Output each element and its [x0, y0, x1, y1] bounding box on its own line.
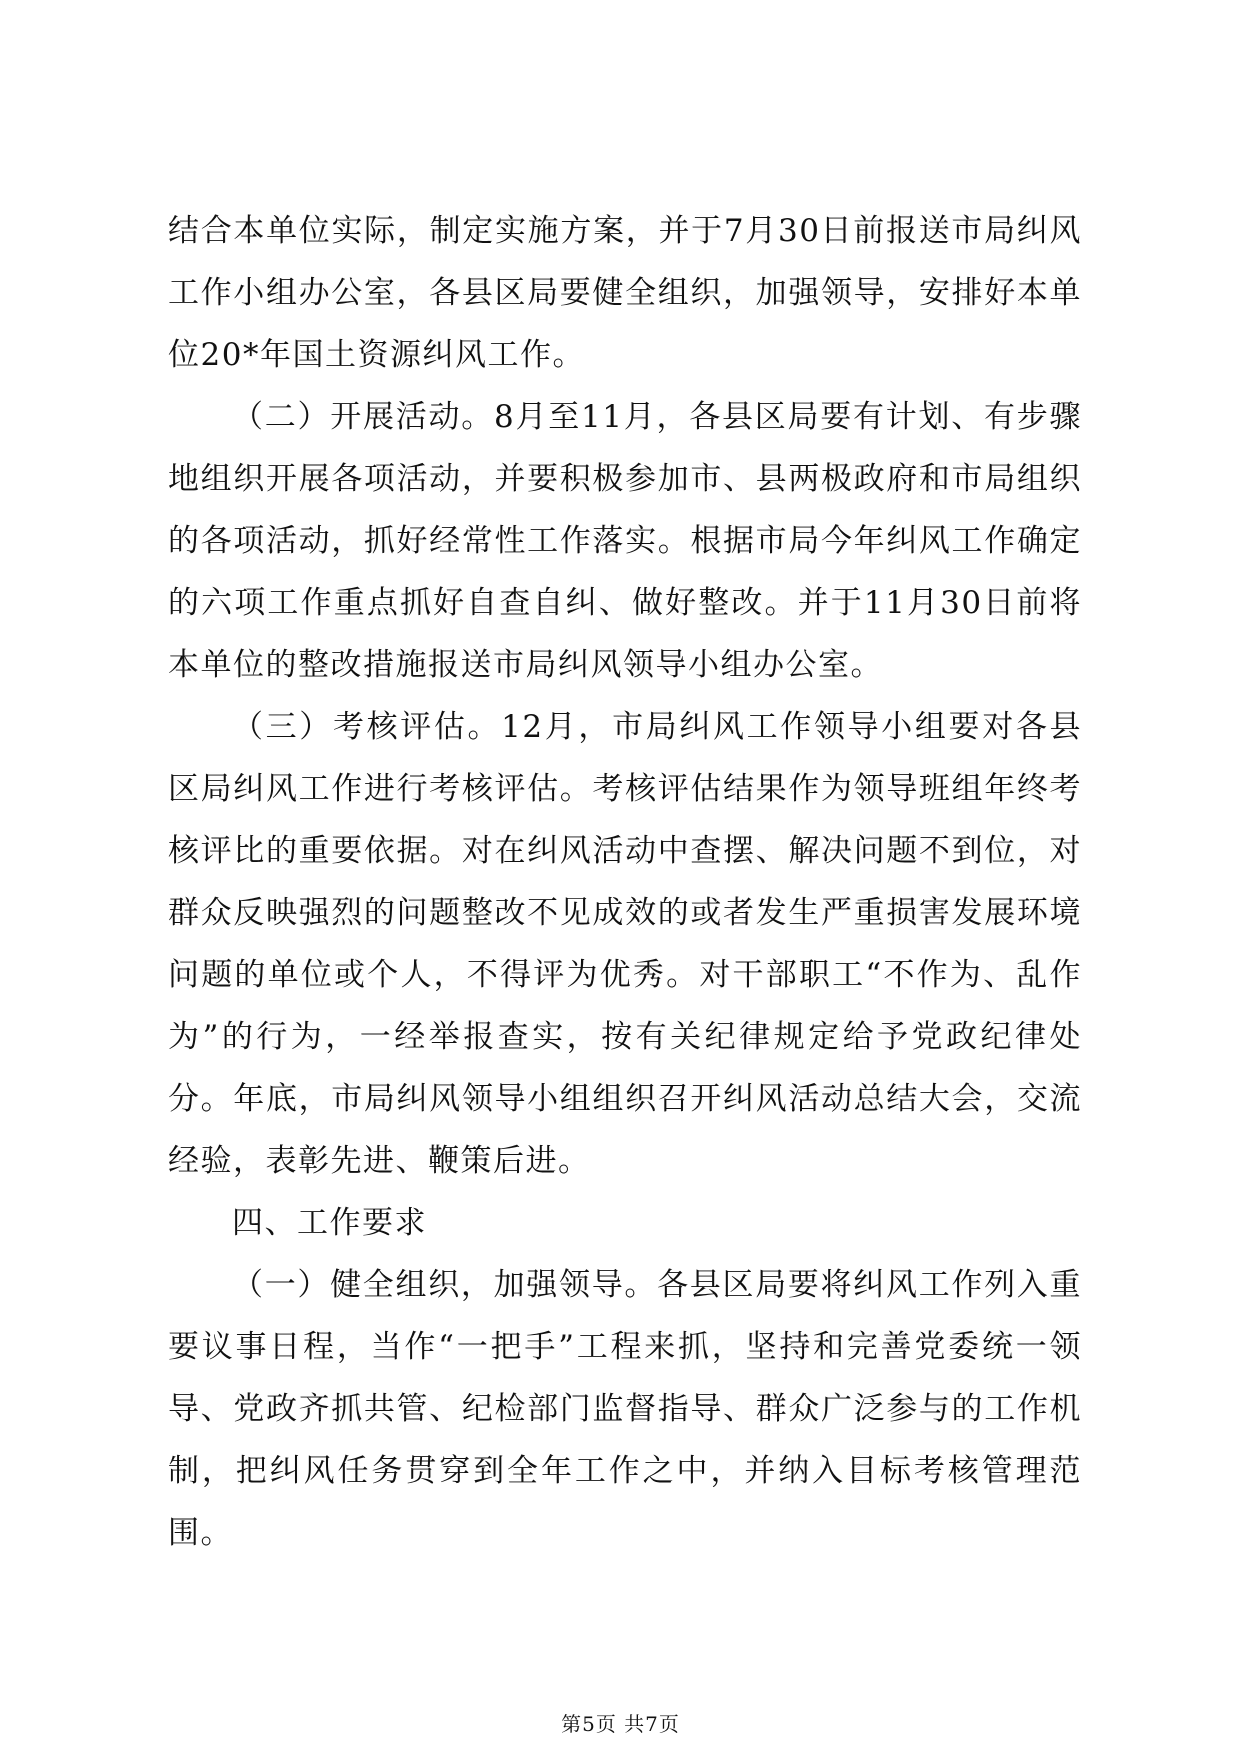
paragraph-section-2: （二）开展活动。8月至11月，各县区局要有计划、有步骤地组织开展各项活动，并要积极参加市、县两极政府和市局组织的各项活动，抓好经常性工作落实。根据市局今年纠风工作确定的六项工作重点抓好自查自纠、做好整改。并于11月30日前将本单位的整改措施报送市局纠风领导小组办公室。 [168, 399, 1082, 683]
section-heading: 四、工作要求 [232, 1205, 427, 1241]
page-number-footer: 第5页 共7页 [561, 1712, 680, 1736]
paragraph-requirement-1: （一）健全组织，加强领导。各县区局要将纠风工作列入重要议事日程，当作“一把手”工程来抓，坚持和完善党委统一领导、党政齐抓共管、纪检部门监督指导、群众广泛参与的工作机制，把纠风任务贯穿到全年工作之中，并纳入目标考核管理范围。 [168, 1267, 1082, 1551]
document-body [168, 200, 1082, 1564]
paragraph-continuation: 结合本单位实际，制定实施方案，并于7月30日前报送市局纠风工作小组办公室，各县区局要健全组织，加强领导，安排好本单位20*年国土资源纠风工作。 [168, 213, 1082, 373]
paragraph-section-3: （三）考核评估。12月，市局纠风工作领导小组要对各县区局纠风工作进行考核评估。考核评估结果作为领导班组年终考核评比的重要依据。对在纠风活动中查摆、解决问题不到位，对群众反映强烈的问题整改不见成效的或者发生严重损害发展环境问题的单位或个人，不得评为优秀。对干部职工“不作为、乱作为”的行为，一经举报查实，按有关纪律规定给予党政纪律处分。年底，市局纠风领导小组组织召开纠风活动总结大会，交流经验，表彰先进、鞭策后进。 [168, 709, 1082, 1179]
